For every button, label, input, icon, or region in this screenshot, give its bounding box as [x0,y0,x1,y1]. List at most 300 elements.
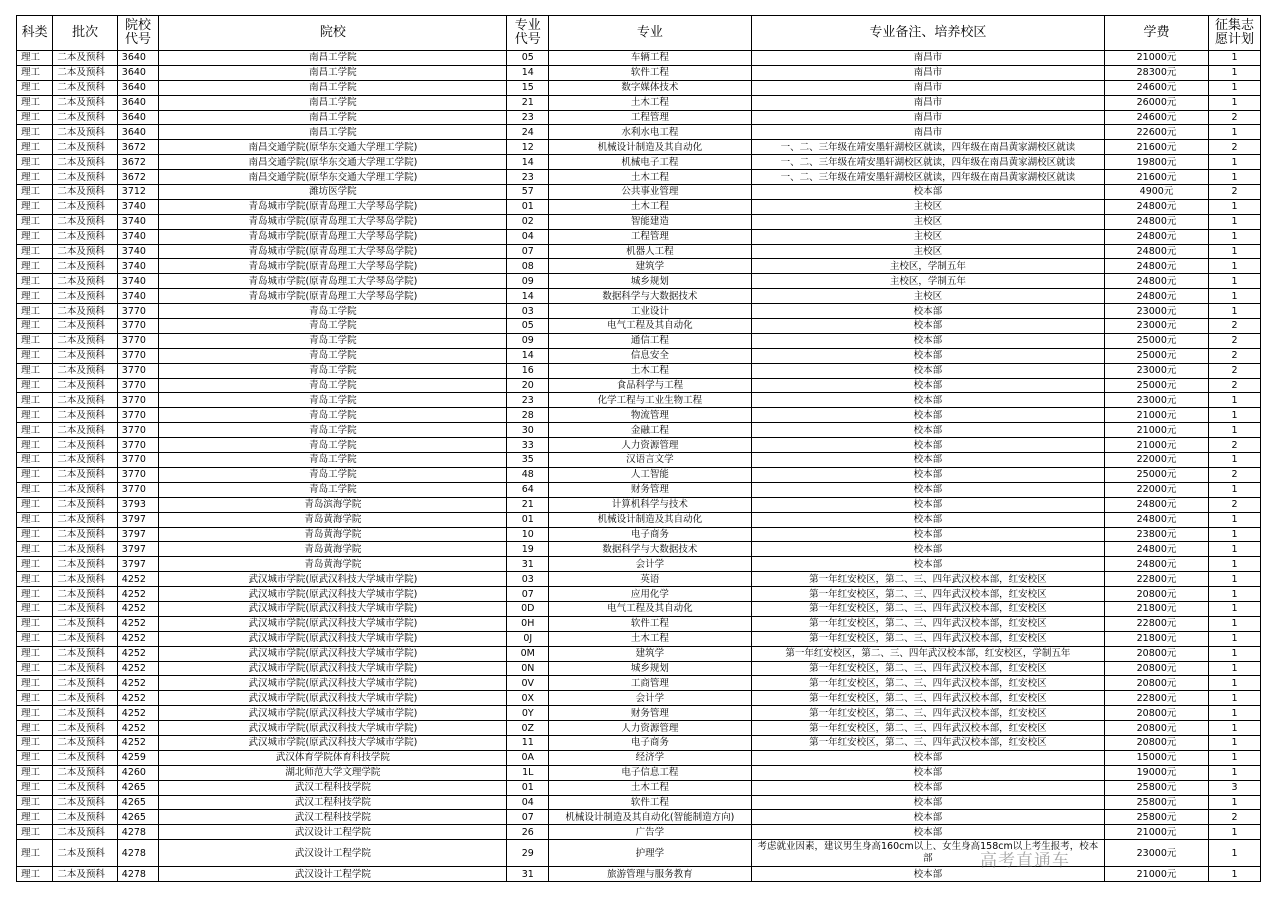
table-row [17,170,1261,185]
cell-remarks: 主校区 [751,229,1104,244]
cell-major: 工程管理 [549,229,752,244]
cell-category: 理工 [17,244,53,259]
cell-major-code: 23 [507,110,549,125]
cell-plan: 1 [1208,423,1260,438]
cell-category: 理工 [17,765,53,780]
cell-remarks: 考虑就业因素，建议男生身高160cm以上、女生身高158cm以上考生报考，校本部 [751,840,1104,867]
cell-batch: 二本及预科 [53,155,117,170]
table-row [17,867,1261,882]
cell-school: 青岛工学院 [159,378,507,393]
cell-tuition: 22800元 [1105,572,1209,587]
cell-tuition: 25000元 [1105,467,1209,482]
cell-major: 物流管理 [549,408,752,423]
cell-school: 青岛城市学院(原青岛理工大学琴岛学院) [159,289,507,304]
table-row [17,289,1261,304]
cell-remarks: 第一年红安校区，第二、三、四年武汉校本部，红安校区 [751,706,1104,721]
cell-school: 潍坊医学院 [159,185,507,200]
cell-tuition: 23000元 [1105,363,1209,378]
table-row [17,765,1261,780]
cell-school-code: 3770 [117,319,159,334]
cell-tuition: 24800元 [1105,274,1209,289]
cell-school: 武汉设计工程学院 [159,825,507,840]
cell-school: 南昌工学院 [159,95,507,110]
cell-major-code: 04 [507,229,549,244]
cell-plan: 1 [1208,482,1260,497]
cell-major-code: 48 [507,467,549,482]
cell-plan: 3 [1208,780,1260,795]
cell-school: 青岛黄海学院 [159,527,507,542]
table-row [17,482,1261,497]
cell-batch: 二本及预科 [53,423,117,438]
cell-plan: 1 [1208,527,1260,542]
cell-category: 理工 [17,408,53,423]
cell-remarks: 校本部 [751,867,1104,882]
cell-plan: 1 [1208,214,1260,229]
cell-school: 南昌工学院 [159,51,507,66]
cell-major-code: 07 [507,587,549,602]
cell-category: 理工 [17,229,53,244]
cell-major-code: 33 [507,438,549,453]
cell-tuition: 21000元 [1105,825,1209,840]
cell-batch: 二本及预科 [53,393,117,408]
cell-major-code: 14 [507,348,549,363]
table-row [17,527,1261,542]
cell-major: 建筑学 [549,646,752,661]
cell-batch: 二本及预科 [53,825,117,840]
cell-batch: 二本及预科 [53,80,117,95]
cell-category: 理工 [17,631,53,646]
cell-major-code: 21 [507,497,549,512]
cell-category: 理工 [17,557,53,572]
cell-major: 人力资源管理 [549,438,752,453]
cell-major-code: 23 [507,393,549,408]
cell-tuition: 23000元 [1105,393,1209,408]
cell-remarks: 校本部 [751,810,1104,825]
cell-major: 水利水电工程 [549,125,752,140]
table-row [17,840,1261,867]
cell-school-code: 3640 [117,125,159,140]
cell-batch: 二本及预科 [53,721,117,736]
cell-remarks: 校本部 [751,467,1104,482]
cell-major-code: 0Z [507,721,549,736]
cell-major-code: 05 [507,51,549,66]
cell-major: 城乡规划 [549,274,752,289]
cell-category: 理工 [17,750,53,765]
cell-category: 理工 [17,735,53,750]
cell-plan: 2 [1208,140,1260,155]
table-row [17,348,1261,363]
cell-remarks: 校本部 [751,795,1104,810]
cell-tuition: 21800元 [1105,631,1209,646]
cell-school-code: 4278 [117,867,159,882]
cell-school: 武汉城市学院(原武汉科技大学城市学院) [159,631,507,646]
cell-batch: 二本及预科 [53,527,117,542]
cell-plan: 2 [1208,333,1260,348]
cell-major: 化学工程与工业生物工程 [549,393,752,408]
table-row [17,199,1261,214]
cell-remarks: 校本部 [751,304,1104,319]
cell-school: 青岛工学院 [159,423,507,438]
cell-batch: 二本及预科 [53,616,117,631]
cell-major: 金融工程 [549,423,752,438]
cell-batch: 二本及预科 [53,170,117,185]
cell-major-code: 09 [507,274,549,289]
cell-plan: 2 [1208,810,1260,825]
cell-major: 经济学 [549,750,752,765]
header-school-code: 院校代号 [117,16,159,51]
cell-remarks: 主校区 [751,244,1104,259]
cell-plan: 2 [1208,438,1260,453]
cell-major-code: 30 [507,423,549,438]
cell-school: 武汉工程科技学院 [159,810,507,825]
cell-school: 青岛工学院 [159,304,507,319]
cell-batch: 二本及预科 [53,646,117,661]
cell-major-code: 0H [507,616,549,631]
cell-major-code: 21 [507,95,549,110]
cell-tuition: 20800元 [1105,646,1209,661]
cell-school: 青岛黄海学院 [159,557,507,572]
header-row [17,16,1261,51]
table-row [17,810,1261,825]
table-row [17,706,1261,721]
cell-school: 青岛工学院 [159,438,507,453]
cell-tuition: 20800元 [1105,735,1209,750]
table-row [17,125,1261,140]
cell-category: 理工 [17,661,53,676]
table-row [17,51,1261,66]
cell-school-code: 3740 [117,259,159,274]
cell-school-code: 3770 [117,348,159,363]
cell-plan: 1 [1208,453,1260,468]
table-row [17,453,1261,468]
header-plan: 征集志愿计划 [1208,16,1260,51]
cell-school-code: 4265 [117,810,159,825]
table-row [17,214,1261,229]
cell-plan: 1 [1208,840,1260,867]
cell-category: 理工 [17,482,53,497]
cell-major-code: 01 [507,199,549,214]
cell-remarks: 校本部 [751,378,1104,393]
cell-tuition: 24600元 [1105,80,1209,95]
cell-tuition: 20800元 [1105,676,1209,691]
cell-tuition: 24800元 [1105,244,1209,259]
cell-remarks: 第一年红安校区，第二、三、四年武汉校本部，红安校区 [751,691,1104,706]
cell-major-code: 01 [507,780,549,795]
cell-school: 青岛工学院 [159,467,507,482]
cell-school: 青岛黄海学院 [159,542,507,557]
cell-school-code: 4252 [117,661,159,676]
cell-major-code: 0A [507,750,549,765]
cell-tuition: 24600元 [1105,110,1209,125]
cell-remarks: 南昌市 [751,125,1104,140]
cell-school-code: 3797 [117,512,159,527]
cell-category: 理工 [17,601,53,616]
cell-school-code: 3640 [117,95,159,110]
cell-major-code: 14 [507,289,549,304]
cell-category: 理工 [17,214,53,229]
cell-school-code: 3797 [117,527,159,542]
cell-remarks: 主校区 [751,214,1104,229]
cell-remarks: 校本部 [751,453,1104,468]
cell-plan: 1 [1208,542,1260,557]
cell-category: 理工 [17,65,53,80]
cell-school-code: 3770 [117,482,159,497]
cell-major-code: 0X [507,691,549,706]
table-row [17,750,1261,765]
cell-category: 理工 [17,438,53,453]
cell-category: 理工 [17,795,53,810]
header-tuition: 学费 [1105,16,1209,51]
cell-tuition: 28300元 [1105,65,1209,80]
cell-school: 南昌工学院 [159,110,507,125]
cell-batch: 二本及预科 [53,735,117,750]
cell-batch: 二本及预科 [53,185,117,200]
table-row [17,825,1261,840]
cell-category: 理工 [17,393,53,408]
cell-remarks: 校本部 [751,393,1104,408]
cell-school-code: 3770 [117,438,159,453]
cell-remarks: 一、二、三年级在靖安墨轩湖校区就读，四年级在南昌黄家湖校区就读 [751,170,1104,185]
cell-school-code: 3740 [117,214,159,229]
cell-batch: 二本及预科 [53,482,117,497]
cell-plan: 1 [1208,587,1260,602]
cell-category: 理工 [17,125,53,140]
cell-plan: 1 [1208,616,1260,631]
cell-school-code: 3740 [117,274,159,289]
cell-category: 理工 [17,840,53,867]
cell-major-code: 14 [507,65,549,80]
cell-plan: 1 [1208,229,1260,244]
cell-tuition: 24800元 [1105,214,1209,229]
cell-category: 理工 [17,110,53,125]
cell-remarks: 校本部 [751,750,1104,765]
cell-batch: 二本及预科 [53,557,117,572]
cell-plan: 1 [1208,646,1260,661]
cell-plan: 1 [1208,155,1260,170]
cell-major: 人力资源管理 [549,721,752,736]
cell-major-code: 09 [507,333,549,348]
cell-tuition: 24800元 [1105,512,1209,527]
cell-category: 理工 [17,363,53,378]
cell-tuition: 19000元 [1105,765,1209,780]
cell-batch: 二本及预科 [53,95,117,110]
cell-major: 公共事业管理 [549,185,752,200]
cell-batch: 二本及预科 [53,214,117,229]
cell-school-code: 3712 [117,185,159,200]
cell-tuition: 21000元 [1105,408,1209,423]
cell-school: 武汉城市学院(原武汉科技大学城市学院) [159,572,507,587]
cell-major: 机器人工程 [549,244,752,259]
cell-major: 土木工程 [549,631,752,646]
cell-major: 软件工程 [549,65,752,80]
cell-plan: 1 [1208,274,1260,289]
cell-major-code: 05 [507,319,549,334]
cell-remarks: 一、二、三年级在靖安墨轩湖校区就读，四年级在南昌黄家湖校区就读 [751,140,1104,155]
cell-tuition: 21600元 [1105,170,1209,185]
cell-school: 青岛城市学院(原青岛理工大学琴岛学院) [159,244,507,259]
cell-major: 土木工程 [549,780,752,795]
cell-category: 理工 [17,51,53,66]
cell-tuition: 20800元 [1105,721,1209,736]
cell-tuition: 24800元 [1105,259,1209,274]
table-row [17,408,1261,423]
table-row [17,735,1261,750]
table-row [17,80,1261,95]
cell-category: 理工 [17,348,53,363]
cell-remarks: 校本部 [751,482,1104,497]
cell-batch: 二本及预科 [53,51,117,66]
cell-category: 理工 [17,423,53,438]
cell-category: 理工 [17,867,53,882]
cell-category: 理工 [17,542,53,557]
cell-major-code: 03 [507,572,549,587]
cell-category: 理工 [17,825,53,840]
cell-tuition: 20800元 [1105,706,1209,721]
cell-school-code: 3770 [117,423,159,438]
cell-remarks: 南昌市 [751,65,1104,80]
cell-batch: 二本及预科 [53,438,117,453]
cell-tuition: 21000元 [1105,438,1209,453]
table-row [17,259,1261,274]
cell-major: 电气工程及其自动化 [549,319,752,334]
cell-major: 电子商务 [549,527,752,542]
cell-plan: 1 [1208,572,1260,587]
header-major-code: 专业代号 [507,16,549,51]
cell-batch: 二本及预科 [53,319,117,334]
cell-school-code: 4252 [117,691,159,706]
cell-school: 武汉城市学院(原武汉科技大学城市学院) [159,587,507,602]
table-row [17,393,1261,408]
cell-major: 工程管理 [549,110,752,125]
cell-category: 理工 [17,587,53,602]
cell-remarks: 校本部 [751,408,1104,423]
cell-school-code: 3770 [117,408,159,423]
cell-major-code: 20 [507,378,549,393]
cell-school: 南昌工学院 [159,80,507,95]
cell-school: 青岛工学院 [159,408,507,423]
cell-tuition: 23800元 [1105,527,1209,542]
table-row [17,333,1261,348]
cell-school: 青岛黄海学院 [159,512,507,527]
cell-category: 理工 [17,319,53,334]
cell-plan: 1 [1208,825,1260,840]
cell-plan: 1 [1208,750,1260,765]
header-batch: 批次 [53,16,117,51]
cell-school: 青岛工学院 [159,363,507,378]
cell-batch: 二本及预科 [53,661,117,676]
cell-category: 理工 [17,274,53,289]
cell-major-code: 31 [507,557,549,572]
cell-school: 青岛城市学院(原青岛理工大学琴岛学院) [159,259,507,274]
table-row [17,661,1261,676]
cell-batch: 二本及预科 [53,363,117,378]
cell-school-code: 3640 [117,51,159,66]
cell-plan: 1 [1208,631,1260,646]
cell-school-code: 4252 [117,616,159,631]
cell-school-code: 3672 [117,170,159,185]
cell-school: 青岛工学院 [159,348,507,363]
cell-category: 理工 [17,289,53,304]
cell-plan: 2 [1208,467,1260,482]
cell-major: 广告学 [549,825,752,840]
cell-major: 英语 [549,572,752,587]
cell-remarks: 南昌市 [751,110,1104,125]
cell-school: 武汉城市学院(原武汉科技大学城市学院) [159,601,507,616]
table-row [17,438,1261,453]
cell-batch: 二本及预科 [53,867,117,882]
cell-plan: 2 [1208,110,1260,125]
cell-category: 理工 [17,80,53,95]
cell-remarks: 校本部 [751,557,1104,572]
table-row [17,616,1261,631]
cell-remarks: 第一年红安校区，第二、三、四年武汉校本部，红安校区 [751,661,1104,676]
cell-remarks: 第一年红安校区，第二、三、四年武汉校本部，红安校区 [751,676,1104,691]
table-row [17,95,1261,110]
cell-plan: 1 [1208,867,1260,882]
cell-tuition: 21800元 [1105,601,1209,616]
cell-remarks: 校本部 [751,333,1104,348]
table-row [17,185,1261,200]
cell-category: 理工 [17,170,53,185]
cell-major: 土木工程 [549,95,752,110]
cell-category: 理工 [17,721,53,736]
cell-major-code: 0N [507,661,549,676]
cell-major-code: 08 [507,259,549,274]
cell-plan: 2 [1208,363,1260,378]
cell-major: 机械设计制造及其自动化 [549,140,752,155]
cell-major-code: 12 [507,140,549,155]
cell-major: 数据科学与大数据技术 [549,289,752,304]
cell-school-code: 3640 [117,110,159,125]
table-row [17,497,1261,512]
cell-school-code: 4252 [117,587,159,602]
cell-plan: 1 [1208,244,1260,259]
cell-school: 武汉城市学院(原武汉科技大学城市学院) [159,721,507,736]
cell-major: 人工智能 [549,467,752,482]
cell-remarks: 校本部 [751,348,1104,363]
cell-major-code: 03 [507,304,549,319]
cell-major: 旅游管理与服务教育 [549,867,752,882]
cell-category: 理工 [17,333,53,348]
cell-remarks: 第一年红安校区，第二、三、四年武汉校本部，红安校区 [751,587,1104,602]
cell-major-code: 24 [507,125,549,140]
cell-tuition: 19800元 [1105,155,1209,170]
cell-major: 应用化学 [549,587,752,602]
table-row [17,780,1261,795]
cell-major: 会计学 [549,691,752,706]
cell-major-code: 64 [507,482,549,497]
cell-tuition: 23000元 [1105,319,1209,334]
cell-school-code: 3797 [117,557,159,572]
cell-remarks: 校本部 [751,542,1104,557]
cell-major: 护理学 [549,840,752,867]
cell-major-code: 31 [507,867,549,882]
cell-school-code: 4278 [117,840,159,867]
cell-school: 青岛工学院 [159,482,507,497]
cell-category: 理工 [17,259,53,274]
cell-school: 武汉城市学院(原武汉科技大学城市学院) [159,616,507,631]
cell-school: 南昌工学院 [159,125,507,140]
cell-remarks: 校本部 [751,438,1104,453]
cell-category: 理工 [17,185,53,200]
header-remarks: 专业备注、培养校区 [751,16,1104,51]
cell-tuition: 23000元 [1105,840,1209,867]
cell-school-code: 3640 [117,80,159,95]
table-row [17,646,1261,661]
cell-major: 工业设计 [549,304,752,319]
cell-batch: 二本及预科 [53,512,117,527]
cell-tuition: 24800元 [1105,229,1209,244]
